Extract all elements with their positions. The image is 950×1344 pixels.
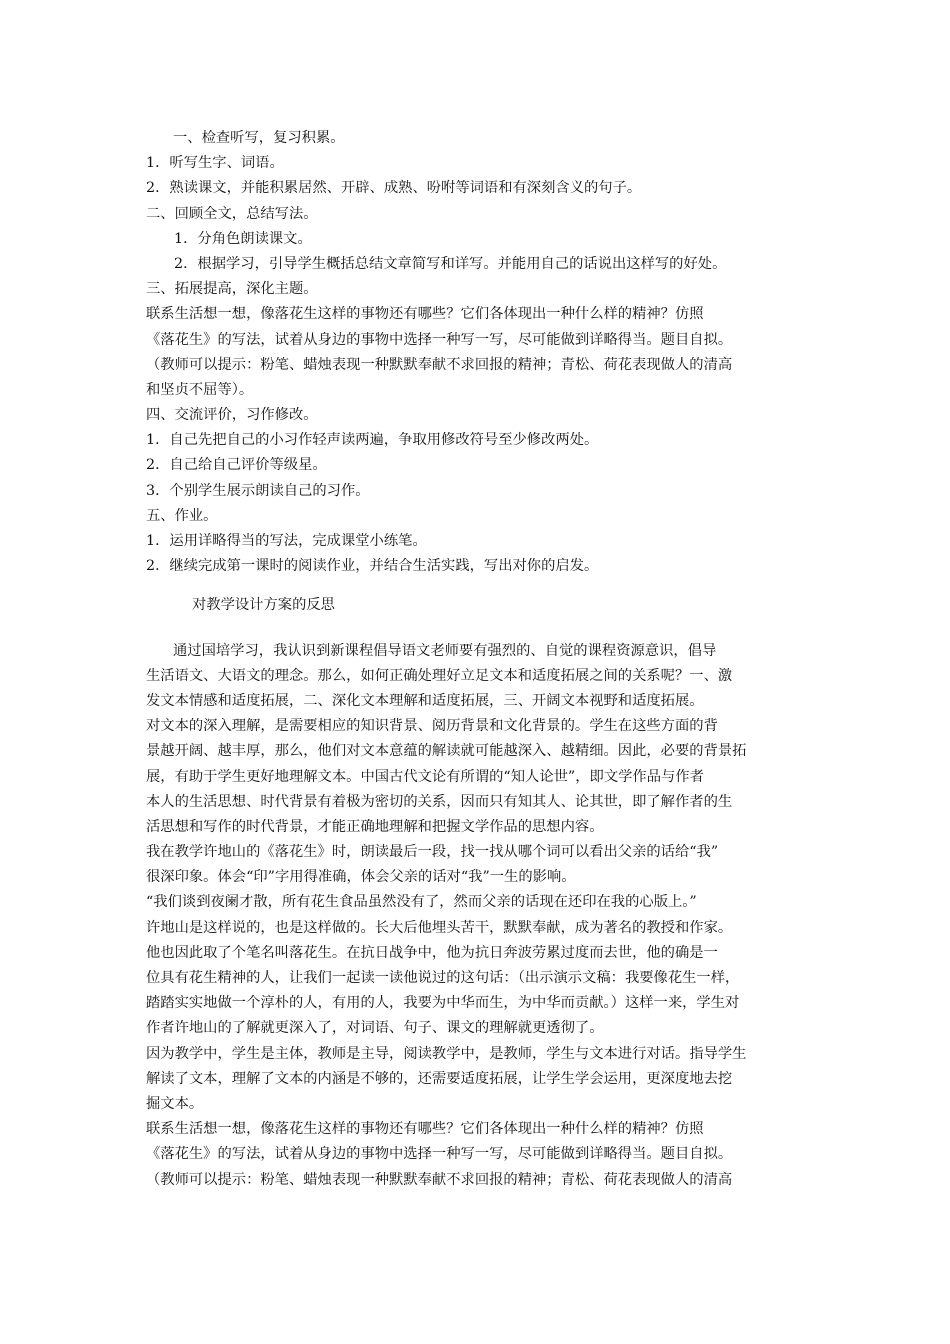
reflection-line: 景越开阔、越丰厚，那么，他们对文本意蕴的解读就可能越深入、越精细。因此，必要的背景拓 — [146, 743, 747, 760]
reflection-line: “我们谈到夜阑才散，所有花生食品虽然没有了，然而父亲的话现在还印在我的心版上。” — [146, 894, 697, 911]
reflection-line: 因为教学中，学生是主体，教师是主导，阅读教学中，是教师，学生与文本进行对话。指导学生 — [146, 1045, 747, 1062]
reflection-line: 《落花生》的写法，试着从身边的事物中选择一种写一写，尽可能做到详略得当。题目自拟。 — [146, 1146, 733, 1163]
section4-item3: 3．个别学生展示朗读自己的习作。 — [146, 482, 370, 499]
reflection-line: 踏踏实实地做一个淳朴的人，有用的人，我要为中华而生，为中华而贡献。）这样一来，学生对 — [146, 995, 740, 1012]
reflection-line: 位具有花生精神的人，让我们一起读一读他说过的这句话：（出示演示文稿：我要像花生一样， — [146, 970, 740, 986]
reflection-line: 通过国培学习，我认识到新课程倡导语文老师要有强烈的、自觉的课程资源意识，倡导 — [173, 642, 717, 659]
section3-line: 和坚贞不屈等）。 — [146, 381, 254, 398]
section3-line: （教师可以提示：粉笔、蜡烛表现一种默默奉献不求回报的精神；青松、荷花表现做人的清高 — [146, 356, 733, 373]
section4-heading: 四、交流评价，习作修改。 — [146, 407, 318, 424]
section5-heading: 五、作业。 — [146, 507, 218, 524]
section3-line: 《落花生》的写法，试着从身边的事物中选择一种写一写，尽可能做到详略得当。题目自拟。 — [146, 331, 733, 348]
reflection-line: 活思想和写作的时代背景，才能正确地理解和把握文学作品的思想内容。 — [146, 818, 604, 835]
reflection-line: 我在教学许地山的《落花生》时，朗读最后一段，找一找从哪个词可以看出父亲的话给“我” — [146, 844, 719, 861]
reflection-line: 作者许地山的了解就更深入了，对词语、句子、课文的理解就更透彻了。 — [146, 1020, 604, 1037]
section2-heading: 二、回顾全文，总结写法。 — [146, 205, 318, 222]
document-body — [146, 126, 816, 1193]
section1-item2: 2．熟读课文，并能积累居然、开辟、成熟、吩咐等词语和有深刻含义的句子。 — [146, 180, 642, 197]
section5-item2: 2．继续完成第一课时的阅读作业，并结合生活实践，写出对你的启发。 — [146, 558, 599, 575]
section2-item1: 1．分角色朗读课文。 — [174, 230, 312, 247]
reflection-line: 掘文本。 — [146, 1095, 204, 1112]
reflection-line: 生活语文、大语文的理念。那么，如何正确处理好立足文本和适度拓展之间的关系呢？一、激 — [146, 667, 733, 684]
section4-item1: 1．自己先把自己的小习作轻声读两遍，争取用修改符号至少修改两处。 — [146, 432, 599, 449]
reflection-title: 对教学设计方案的反思 — [192, 597, 335, 614]
section1-heading: 一、检查听写，复习积累。 — [173, 130, 345, 146]
section3-heading: 三、拓展提高，深化主题。 — [146, 281, 318, 298]
section2-item2: 2．根据学习，引导学生概括总结文章简写和详写。并能用自己的话说出这样写的好处。 — [174, 255, 727, 272]
reflection-line: 对文本的深入理解，是需要相应的知识背景、阅历背景和文化背景的。学生在这些方面的背 — [146, 718, 718, 735]
section3-line: 联系生活想一想，像落花生这样的事物还有哪些？它们各体现出一种什么样的精神？仿照 — [146, 306, 704, 323]
reflection-line: 本人的生活思想、时代背景有着极为密切的关系，因而只有知其人、论其世，即了解作者的生 — [146, 793, 733, 810]
section5-item1: 1．运用详略得当的写法，完成课堂小练笔。 — [146, 533, 427, 549]
reflection-line: 联系生活想一想，像落花生这样的事物还有哪些？它们各体现出一种什么样的精神？仿照 — [146, 1121, 704, 1138]
section1-item1: 1．听写生字、词语。 — [146, 155, 284, 172]
section4-item2: 2．自己给自己评价等级星。 — [146, 457, 327, 474]
reflection-line: 许地山是这样说的，也是这样做的。长大后他埋头苦干，默默奉献，成为著名的教授和作家。 — [146, 919, 733, 936]
reflection-line: （教师可以提示：粉笔、蜡烛表现一种默默奉献不求回报的精神；青松、荷花表现做人的清高 — [146, 1171, 733, 1188]
reflection-line: 很深印象。体会“印”字用得准确，体会父亲的话对“我”一生的影响。 — [146, 869, 576, 886]
reflection-line: 解读了文本，理解了文本的内涵是不够的，还需要适度拓展，让学生学会运用，更深度地去挖 — [146, 1070, 733, 1087]
reflection-line: 他也因此取了个笔名叫落花生。在抗日战争中，他为抗日奔波劳累过度而去世，他的确是一 — [146, 944, 718, 961]
reflection-line: 发文本情感和适度拓展，二、深化文本理解和适度拓展，三、开阔文本视野和适度拓展。 — [146, 692, 704, 709]
reflection-line: 展，有助于学生更好地理解文本。中国古代文论有所谓的“知人论世”，即文学作品与作者 — [146, 768, 704, 785]
